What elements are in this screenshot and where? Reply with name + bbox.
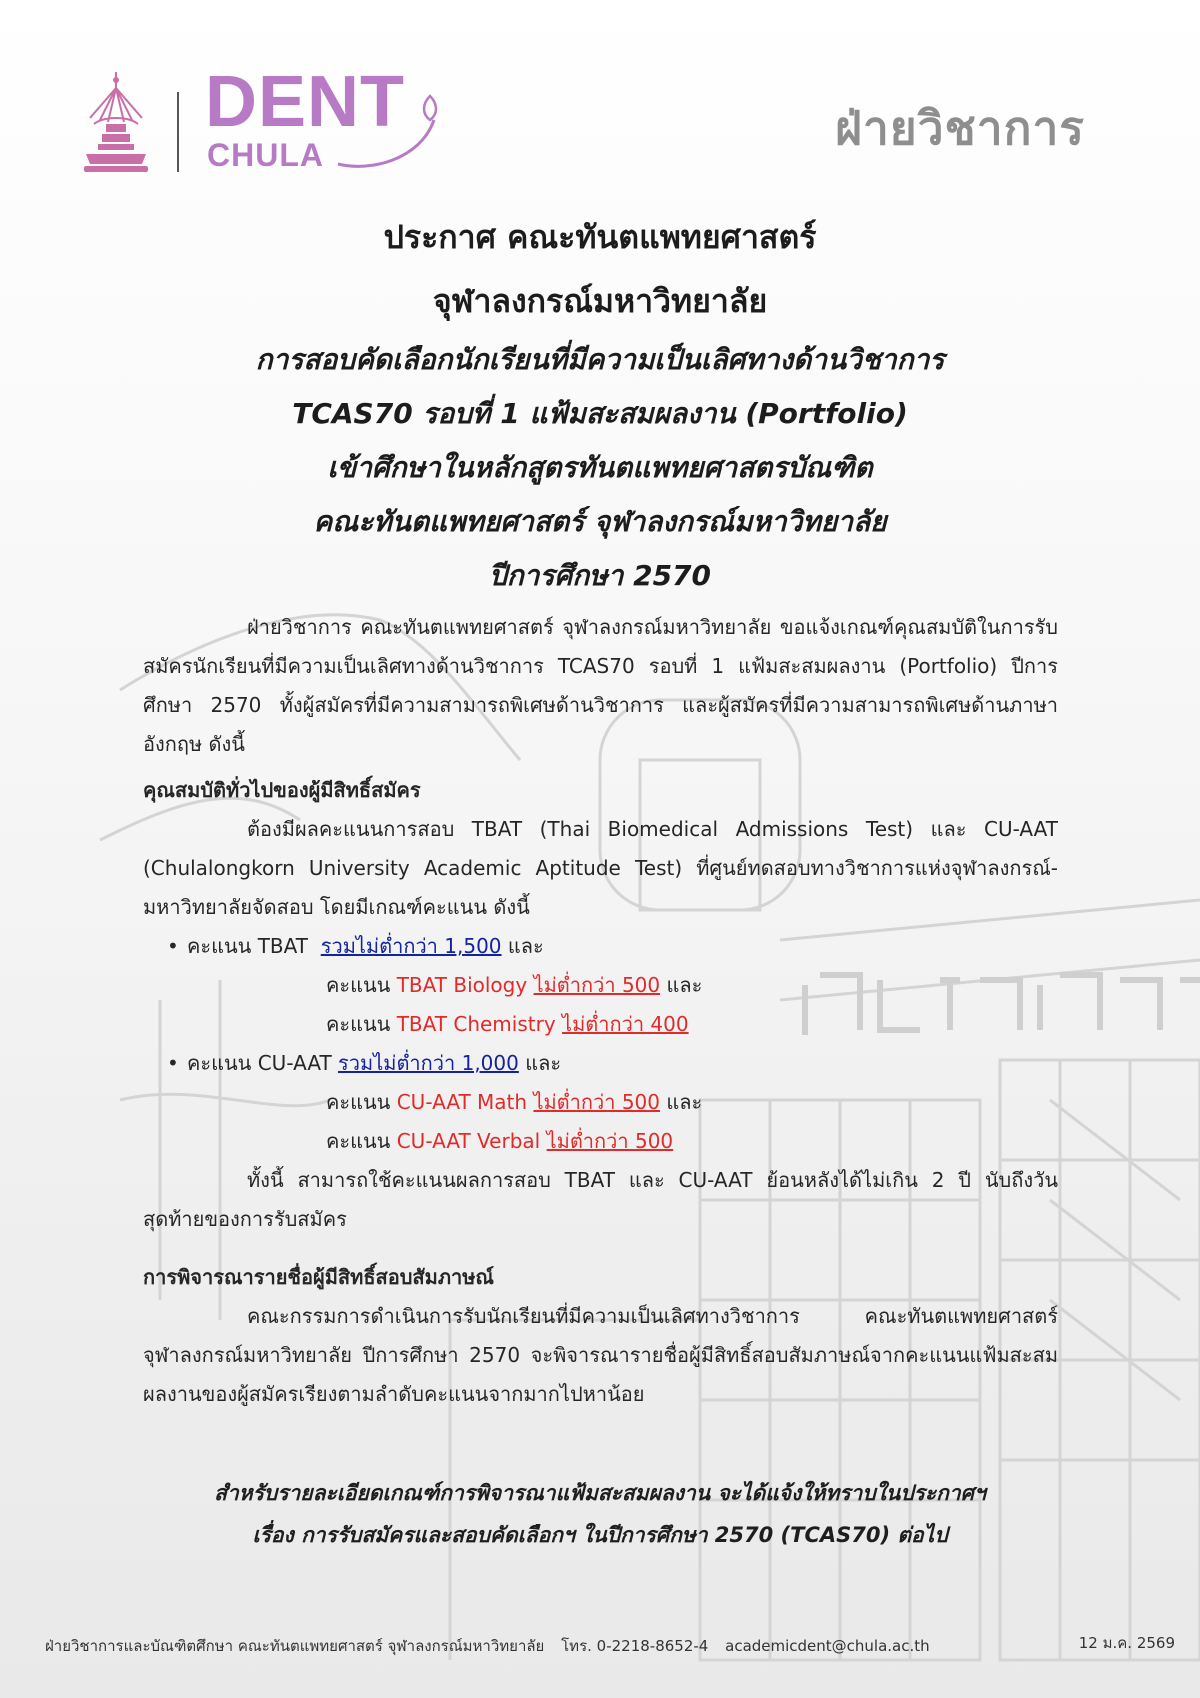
score-suffix: และ: [666, 1090, 703, 1114]
title-line-6: คณะทันตแพทยศาสตร์ จุฬาลงกรณ์มหาวิทยาลัย: [313, 505, 887, 538]
score-requirements-list: [143, 927, 1058, 1161]
cuaat-math-subject: CU-AAT Math: [396, 1090, 528, 1114]
title-line-3: การสอบคัดเลือกนักเรียนที่มีความเป็นเลิศทางด้านวิชาการ: [255, 343, 945, 376]
department-header: ฝ่ายวิชาการ: [834, 101, 1085, 155]
cuaat-label: คะแนน CU-AAT: [187, 1051, 332, 1075]
qualifications-paragraph: ต้องมีผลคะแนนการสอบ TBAT (Thai Biomedical Admissions Test) และ CU-AAT (Chulalongkorn University Academic Aptitude Test) ที่ศูนย์ทดสอบทางวิชาการแห่งจุฬาลงกรณ์-มหาวิทยาลัยจัดสอบ โดยมีเกณฑ์คะแนน ดังนี้: [143, 817, 1058, 919]
tbat-total-min: รวมไม่ต่ำกว่า 1,500: [320, 934, 502, 958]
interview-heading: การพิจารณารายชื่อผู้มีสิทธิ์สอบสัมภาษณ์: [143, 1265, 494, 1289]
footer-phone: โทร. 0-2218-8652-4: [561, 1637, 709, 1655]
tbat-biology-requirement: [143, 966, 1058, 1005]
title-line-7: ปีการศึกษา 2570: [488, 559, 712, 592]
cuaat-total-min: รวมไม่ต่ำกว่า 1,000: [338, 1051, 519, 1075]
score-prefix: คะแนน: [326, 1012, 391, 1036]
cuaat-verbal-min: ไม่ต่ำกว่า 500: [546, 1129, 674, 1153]
tbat-chemistry-requirement: [143, 1005, 1058, 1044]
title-line-4: TCAS70 รอบที่ 1 แฟ้มสะสมผลงาน (Portfolio): [292, 397, 908, 430]
cuaat-verbal-subject: CU-AAT Verbal: [396, 1129, 541, 1153]
chula-seal-icon: [80, 68, 152, 174]
closing-note: [100, 1472, 1100, 1556]
announcement-body: [143, 608, 1058, 1414]
intro-paragraph: ฝ่ายวิชาการ คณะทันตแพทยศาสตร์ จุฬาลงกรณ์มหาวิทยาลัย ขอแจ้งเกณฑ์คุณสมบัติในการรับสมัครนักเรียนที่มีความเป็นเลิศทางด้านวิชาการ TCAS70 รอบที่ 1 แฟ้มสะสมผลงาน (Portfolio) ปีการศึกษา 2570 ทั้งผู้สมัครที่มีความสามารถพิเศษด้านวิชาการ และผู้สมัครที่มีความสามารถพิเศษด้านภาษาอังกฤษ ดังนี้: [143, 615, 1058, 756]
lotus-swoosh-icon: [330, 90, 442, 172]
qualifications-heading: คุณสมบัติทั่วไปของผู้มีสิทธิ์สมัคร: [143, 778, 421, 802]
title-line-2: จุฬาลงกรณ์มหาวิทยาลัย: [432, 282, 768, 320]
footer-date: 12 ม.ค. 2569: [1078, 1634, 1175, 1652]
cuaat-math-min: ไม่ต่ำกว่า 500: [533, 1090, 660, 1114]
cuaat-requirement: [143, 1044, 1058, 1083]
note-line-2: เรื่อง การรับสมัครและสอบคัดเลือกฯ ในปีการศึกษา 2570 (TCAS70) ต่อไป: [252, 1523, 948, 1547]
tbat-chemistry-min: ไม่ต่ำกว่า 400: [562, 1012, 689, 1036]
cuaat-and: และ: [525, 1051, 562, 1075]
announcement-title: [100, 205, 1100, 603]
tbat-biology-subject: TBAT Biology: [396, 973, 528, 997]
footer-office: ฝ่ายวิชาการและบัณฑิตศึกษา คณะทันตแพทยศาสตร์ จุฬาลงกรณ์มหาวิทยาลัย: [45, 1637, 545, 1655]
tbat-biology-min: ไม่ต่ำกว่า 500: [533, 973, 661, 997]
chula-logo-text: CHULA: [207, 137, 324, 173]
cuaat-math-requirement: [143, 1083, 1058, 1122]
bullet: •: [167, 1051, 179, 1075]
score-suffix: และ: [666, 973, 703, 997]
score-validity-paragraph: ทั้งนี้ สามารถใช้คะแนนผลการสอบ TBAT และ CU-AAT ย้อนหลังได้ไม่เกิน 2 ปี นับถึงวันสุดท้ายของการรับสมัคร: [143, 1168, 1058, 1231]
note-line-1: สำหรับรายละเอียดเกณฑ์การพิจารณาแฟ้มสะสมผลงาน จะได้แจ้งให้ทราบในประกาศฯ: [214, 1481, 986, 1505]
logo-divider: [177, 92, 179, 172]
tbat-chemistry-subject: TBAT Chemistry: [396, 1012, 556, 1036]
tbat-label: คะแนน TBAT: [187, 934, 308, 958]
tbat-requirement: [143, 927, 1058, 966]
footer-email[interactable]: academicdent@chula.ac.th: [725, 1637, 930, 1655]
title-line-1: ประกาศ คณะทันตแพทยศาสตร์: [383, 218, 817, 256]
tbat-and: และ: [507, 934, 544, 958]
score-prefix: คะแนน: [326, 973, 391, 997]
score-prefix: คะแนน: [326, 1090, 391, 1114]
title-line-5: เข้าศึกษาในหลักสูตรทันตแพทยศาสตรบัณฑิต: [327, 451, 873, 484]
score-prefix: คะแนน: [326, 1129, 391, 1153]
dent-logo-text: DENT: [205, 62, 405, 142]
cuaat-verbal-requirement: [143, 1122, 1058, 1161]
footer-contact: [45, 1634, 942, 1658]
bullet: •: [167, 934, 179, 958]
interview-paragraph: คณะกรรมการดำเนินการรับนักเรียนที่มีความเป็นเลิศทางวิชาการ คณะทันตแพทยศาสตร์ จุฬาลงกรณ์มหาวิทยาลัย ปีการศึกษา 2570 จะพิจารณารายชื่อผู้มีสิทธิ์สอบสัมภาษณ์จากคะแนนแฟ้มสะสมผลงานของผู้สมัครเรียงตามลำดับคะแนนจากมากไปหาน้อย: [143, 1304, 1058, 1406]
